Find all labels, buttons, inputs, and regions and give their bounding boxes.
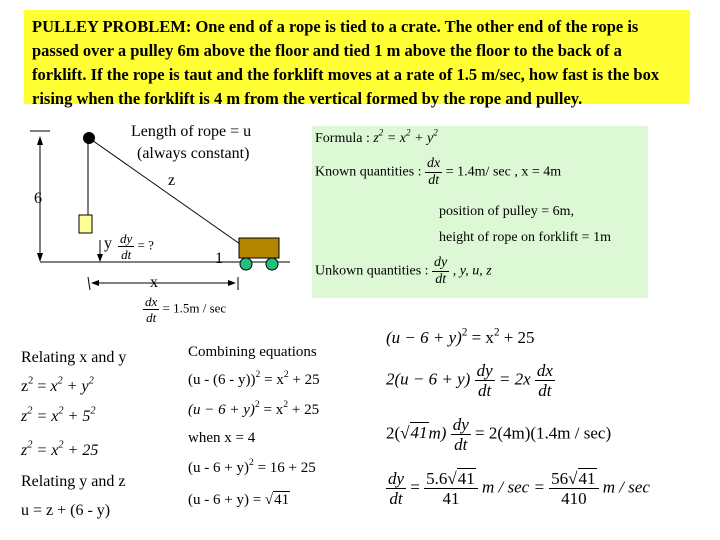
formula-line: Formula : $z^2 = x^2 + y^2$ [315, 127, 438, 146]
dt-denominator: dt [435, 272, 447, 287]
height-arrow-head-up [37, 136, 43, 145]
x-arrow-head-left [91, 280, 99, 286]
dt-denominator: dt [477, 381, 492, 400]
right-eq-2 [386, 362, 555, 399]
rate-value: = 1.5m / sec [162, 300, 227, 316]
combining-heading: Combining equations [188, 344, 317, 360]
dy-numerator: dy [388, 469, 405, 488]
pythagoras-eq: $z^2 = x^2 + y^2$ [21, 375, 94, 395]
sqrt-41: 41 [274, 492, 290, 508]
right-eq-1: $(u - 6 + y)^2 = x^2 + 25$ [386, 326, 535, 347]
problem-line-2: passed over a pulley 6m above the floor and tied 1 m above the floor to the back of a [32, 41, 622, 60]
answer-den-2: 410 [561, 489, 587, 508]
when-x-4: when x = 4 [188, 430, 256, 446]
z-label: z [168, 172, 176, 189]
dx-numerator: dx [145, 294, 158, 309]
dx-dt-rate [143, 295, 226, 324]
forklift-wheel-right [266, 258, 278, 270]
dt-denominator: dt [428, 173, 440, 188]
answer-den-1: 41 [442, 489, 460, 508]
x-label: x [150, 274, 158, 291]
dx-numerator: dx [427, 156, 441, 171]
combined-eq-4-lhs: (u - 6 + y) = [188, 492, 265, 508]
combined-eq-3-lhs: (u - 6 + y) [188, 460, 249, 476]
x-marker-left [88, 277, 90, 290]
right-eq-1-rhs: = x [467, 328, 494, 347]
sqrt-41: 41 [410, 423, 428, 443]
unknown-line [315, 256, 492, 287]
combined-eq-4: (u - 6 + y) = √41 [188, 492, 290, 508]
right-eq-3-open: 2( [386, 423, 401, 443]
known-label: Known quantities : [315, 164, 422, 180]
right-eq-3-m: m) [428, 423, 447, 443]
u-equation: u = z + (6 - y) [21, 502, 111, 519]
rope-height: height of rope on forklift = 1m [439, 230, 611, 245]
right-eq-3-rhs: = 2(4m)(1.4m / sec) [475, 423, 612, 443]
pulley-position: position of pulley = 6m, [439, 204, 575, 219]
equals-question: = ? [137, 237, 154, 253]
problem-line-1: PULLEY PROBLEM: One end of a rope is tied to a crate. The other end of the rope is [32, 17, 639, 36]
dt-denominator: dt [146, 310, 157, 325]
forklift-icon [239, 238, 279, 258]
right-eq-2-rhs: = 2x [498, 369, 531, 389]
dy-numerator: dy [452, 415, 469, 434]
x-arrow-head-right [228, 280, 236, 286]
rope-label-note: (always constant) [137, 145, 250, 162]
combined-eq-2-lhs: (u − 6 + y) [188, 402, 255, 418]
rope-label: Length of rope = u [131, 123, 252, 140]
right-eq-1-tail: + 25 [499, 328, 535, 347]
relating-yz-heading: Relating y and z [21, 473, 126, 490]
simplified-eq: $z^2 = x^2 + 25$ [21, 439, 99, 459]
unknown-label: Unkown quantities : [315, 263, 429, 279]
relating-xy-heading: Relating x and y [21, 349, 127, 366]
unknown-vars: , y, u, z [452, 263, 492, 279]
dy-numerator: dy [476, 361, 493, 380]
right-eq-2-lhs: 2(u − 6 + y) [386, 369, 471, 389]
dt-denominator: dt [389, 489, 403, 508]
combined-eq-1: $(u - (6 - y))^2 = x^2 + 25$ [188, 369, 320, 388]
right-eq-3: 2(√41m) $\frac{dy}{dt}$ = 2(4m)(1.4m / sec) [386, 415, 612, 454]
dy-numerator: dy [434, 255, 448, 270]
substituted-eq: $z^2 = x^2 + 5^2$ [21, 405, 96, 425]
combined-eq-2-tail: + 25 [288, 402, 320, 418]
sqrt-41: 41 [578, 469, 596, 488]
height-arrow-head-down [37, 253, 43, 262]
dy-dt-unknown [118, 232, 154, 261]
dt-denominator: dt [538, 381, 552, 400]
combined-eq-1-lhs: (u - (6 - y)) [188, 372, 256, 388]
answer-num-1: 5.6 [426, 469, 448, 488]
answer-unit-1: m / sec = [481, 477, 545, 497]
rope-height-label: 1 [215, 250, 223, 267]
dy-numerator: dy [120, 231, 133, 246]
combined-eq-3-rhs: = 16 + 25 [253, 460, 316, 476]
right-eq-1-lhs: (u − 6 + y) [386, 328, 462, 347]
dx-numerator: dx [536, 361, 553, 380]
crate-icon [79, 215, 92, 233]
combined-eq-1-tail: + 25 [288, 372, 320, 388]
dt-denominator: dt [454, 435, 468, 454]
combined-eq-2: $(u - 6 + y)^2 = x^2 + 25$ [188, 399, 320, 418]
combined-eq-2-rhs: = x [259, 402, 284, 418]
answer-unit-2: m / sec [602, 477, 650, 497]
height-label: 6 [34, 190, 42, 207]
formula-label: Formula : [315, 131, 374, 146]
dt-denominator: dt [121, 247, 132, 262]
sqrt-41: 41 [457, 469, 475, 488]
y-label: y [104, 235, 112, 252]
combined-eq-3: $(u - 6 + y)^2 = 16 + 25$ [188, 457, 316, 476]
forklift-wheel-left [240, 258, 252, 270]
final-answer: $\frac{dy}{dt}$ = $\frac{5.6√41}{41}$ m / sec = $\frac{56√41}{410}$ m / sec [388, 469, 650, 508]
known-line [315, 157, 561, 188]
known-rate: = 1.4m/ sec , x = 4m [445, 164, 562, 180]
problem-line-3: forklift. If the rope is taut and the forklift moves at a rate of 1.5 m/sec, how fast is the box [32, 65, 660, 84]
problem-line-4: rising when the forklift is 4 m from the vertical formed by the rope and pulley. [32, 89, 583, 108]
y-arrow-head [97, 254, 103, 262]
combined-eq-1-rhs: = x [260, 372, 284, 388]
answer-num-2: 56 [551, 469, 569, 488]
